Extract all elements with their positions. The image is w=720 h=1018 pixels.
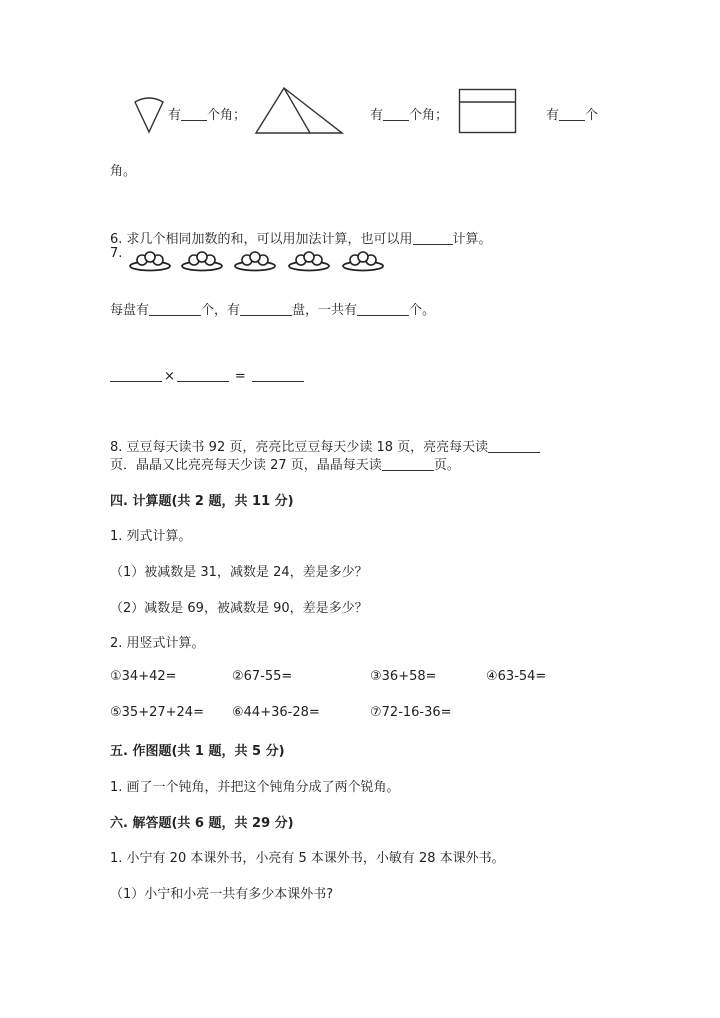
answer-blank[interactable] — [240, 302, 292, 316]
plate-with-fruits-icon — [128, 250, 172, 272]
rectangle-figure — [458, 88, 518, 134]
fan-shape-figure — [132, 96, 166, 136]
answer-blank[interactable] — [181, 107, 207, 121]
question-7-equation: × = — [110, 368, 304, 384]
plate-with-fruits-icon — [287, 250, 331, 272]
calc-problem: ⑦72-16-36= — [370, 705, 452, 720]
section-6-title: 六. 解答题(共 6 题，共 29 分) — [110, 816, 294, 831]
plate-with-fruits-icon — [233, 250, 277, 272]
section-5-title: 五. 作图题(共 1 题，共 5 分) — [110, 744, 285, 759]
calc-problem: ⑤35+27+24= — [110, 705, 204, 720]
section-6-q1: 1. 小宁有 20 本课外书，小亮有 5 本课外书，小敏有 28 本课外书。 — [110, 851, 505, 866]
triangle-angle-question: 有 个角； — [370, 108, 449, 123]
section-4-q1-1: （1）被减数是 31，减数是 24，差是多少？ — [110, 565, 368, 580]
answer-blank[interactable] — [252, 368, 304, 382]
question-8-line2: 页．晶晶又比亮亮每天少读 27 页，晶晶每天读 页。 — [110, 458, 460, 473]
rectangle-angle-question: 有 个 — [546, 108, 599, 123]
calc-problem: ④63-54= — [486, 669, 547, 684]
question-7-line1: 每盘有 个，有 盘，一共有 个。 — [110, 303, 436, 318]
plate-with-fruits-icon — [341, 250, 385, 272]
section-5-q1: 1. 画了一个钝角，并把这个钝角分成了两个锐角。 — [110, 780, 400, 795]
question-7-number: 7. — [110, 246, 123, 261]
answer-blank[interactable] — [357, 302, 409, 316]
answer-blank[interactable] — [110, 368, 162, 382]
question-6: 6. 求几个相同加数的和，可以用加法计算，也可以用 计算。 — [110, 232, 492, 247]
answer-blank[interactable] — [488, 439, 540, 453]
answer-blank[interactable] — [149, 302, 201, 316]
calc-problem: ②67-55= — [232, 669, 293, 684]
section-4-q1-2: （2）减数是 69，被减数是 90，差是多少？ — [110, 601, 368, 616]
fan-angle-question: 有 个角； — [168, 108, 247, 123]
triangle-figure — [254, 86, 344, 136]
calc-problem: ⑥44+36-28= — [232, 705, 320, 720]
section-6-q1-1: （1）小宁和小亮一共有多少本课外书? — [110, 887, 334, 902]
calc-problem: ①34+42= — [110, 669, 177, 684]
section-4-q2-title: 2. 用竖式计算。 — [110, 636, 205, 651]
wrap-text: 角。 — [110, 164, 137, 179]
question-8-line1: 8. 豆豆每天读书 92 页，亮亮比豆豆每天少读 18 页，亮亮每天读 — [110, 436, 540, 455]
answer-blank[interactable] — [382, 457, 434, 471]
section-4-title: 四. 计算题(共 2 题，共 11 分) — [110, 494, 294, 509]
plate-with-fruits-icon — [180, 250, 224, 272]
answer-blank[interactable] — [559, 107, 585, 121]
answer-blank[interactable] — [177, 368, 229, 382]
answer-blank[interactable] — [383, 107, 409, 121]
calc-problem: ③36+58= — [370, 669, 437, 684]
answer-blank[interactable] — [413, 231, 453, 245]
section-4-q1-title: 1. 列式计算。 — [110, 529, 192, 544]
